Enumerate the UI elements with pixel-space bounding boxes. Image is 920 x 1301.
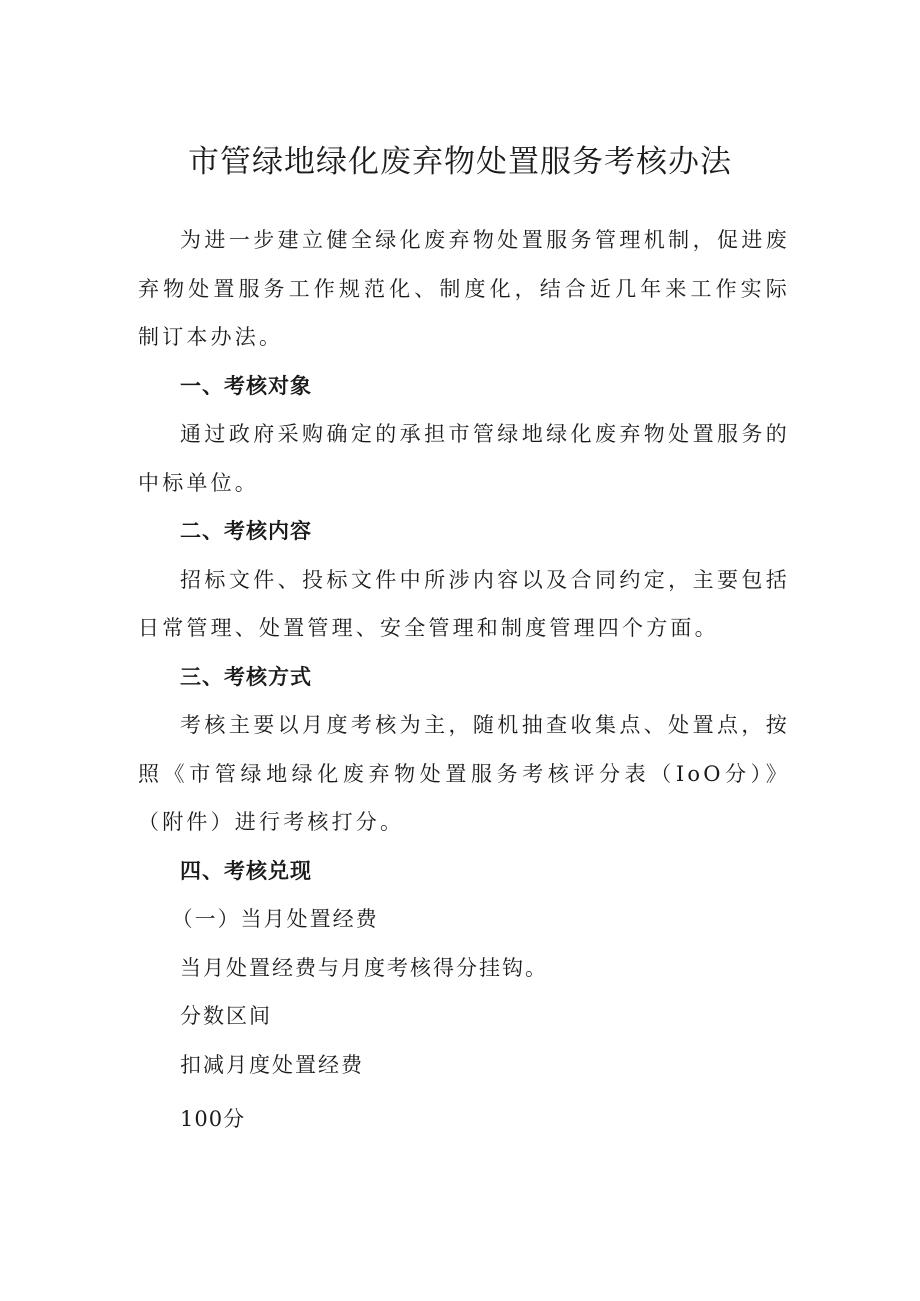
section-text-method: 考核主要以月度考核为主，随机抽查收集点、处置点，按照《市管绿地绿化废弃物处置服务考核评分表（IoO分）》（附件）进行考核打分。 bbox=[138, 713, 790, 834]
score-value: 100分 bbox=[180, 1107, 246, 1131]
document-title: 市管绿地绿化废弃物处置服务考核办法 bbox=[188, 144, 732, 180]
score-range-label: 分数区间 bbox=[180, 1004, 272, 1028]
section-text-objects: 通过政府采购确定的承担市管绿地绿化废弃物处置服务的中标单位。 bbox=[138, 422, 790, 495]
section-heading-method: 三、考核方式 bbox=[180, 664, 312, 689]
fee-line: 当月处置经费与月度考核得分挂钩。 bbox=[180, 955, 548, 980]
section-heading-fulfillment: 四、考核兑现 bbox=[180, 858, 312, 883]
subsection-heading-monthly-fee: （一）当月处置经费 bbox=[171, 907, 379, 931]
deduction-label: 扣减月度处置经费 bbox=[180, 1052, 364, 1077]
section-text-content: 招标文件、投标文件中所涉内容以及合同约定，主要包括日常管理、处置管理、安全管理和制度管理四个方面。 bbox=[138, 567, 790, 640]
section-heading-objects: 一、考核对象 bbox=[180, 373, 312, 398]
document-body bbox=[138, 216, 790, 1144]
section-heading-content: 二、考核内容 bbox=[180, 519, 312, 543]
intro-paragraph: 为进一步建立健全绿化废弃物处置服务管理机制，促进废弃物处置服务工作规范化、制度化，结合近几年来工作实际制订本办法。 bbox=[138, 228, 790, 349]
